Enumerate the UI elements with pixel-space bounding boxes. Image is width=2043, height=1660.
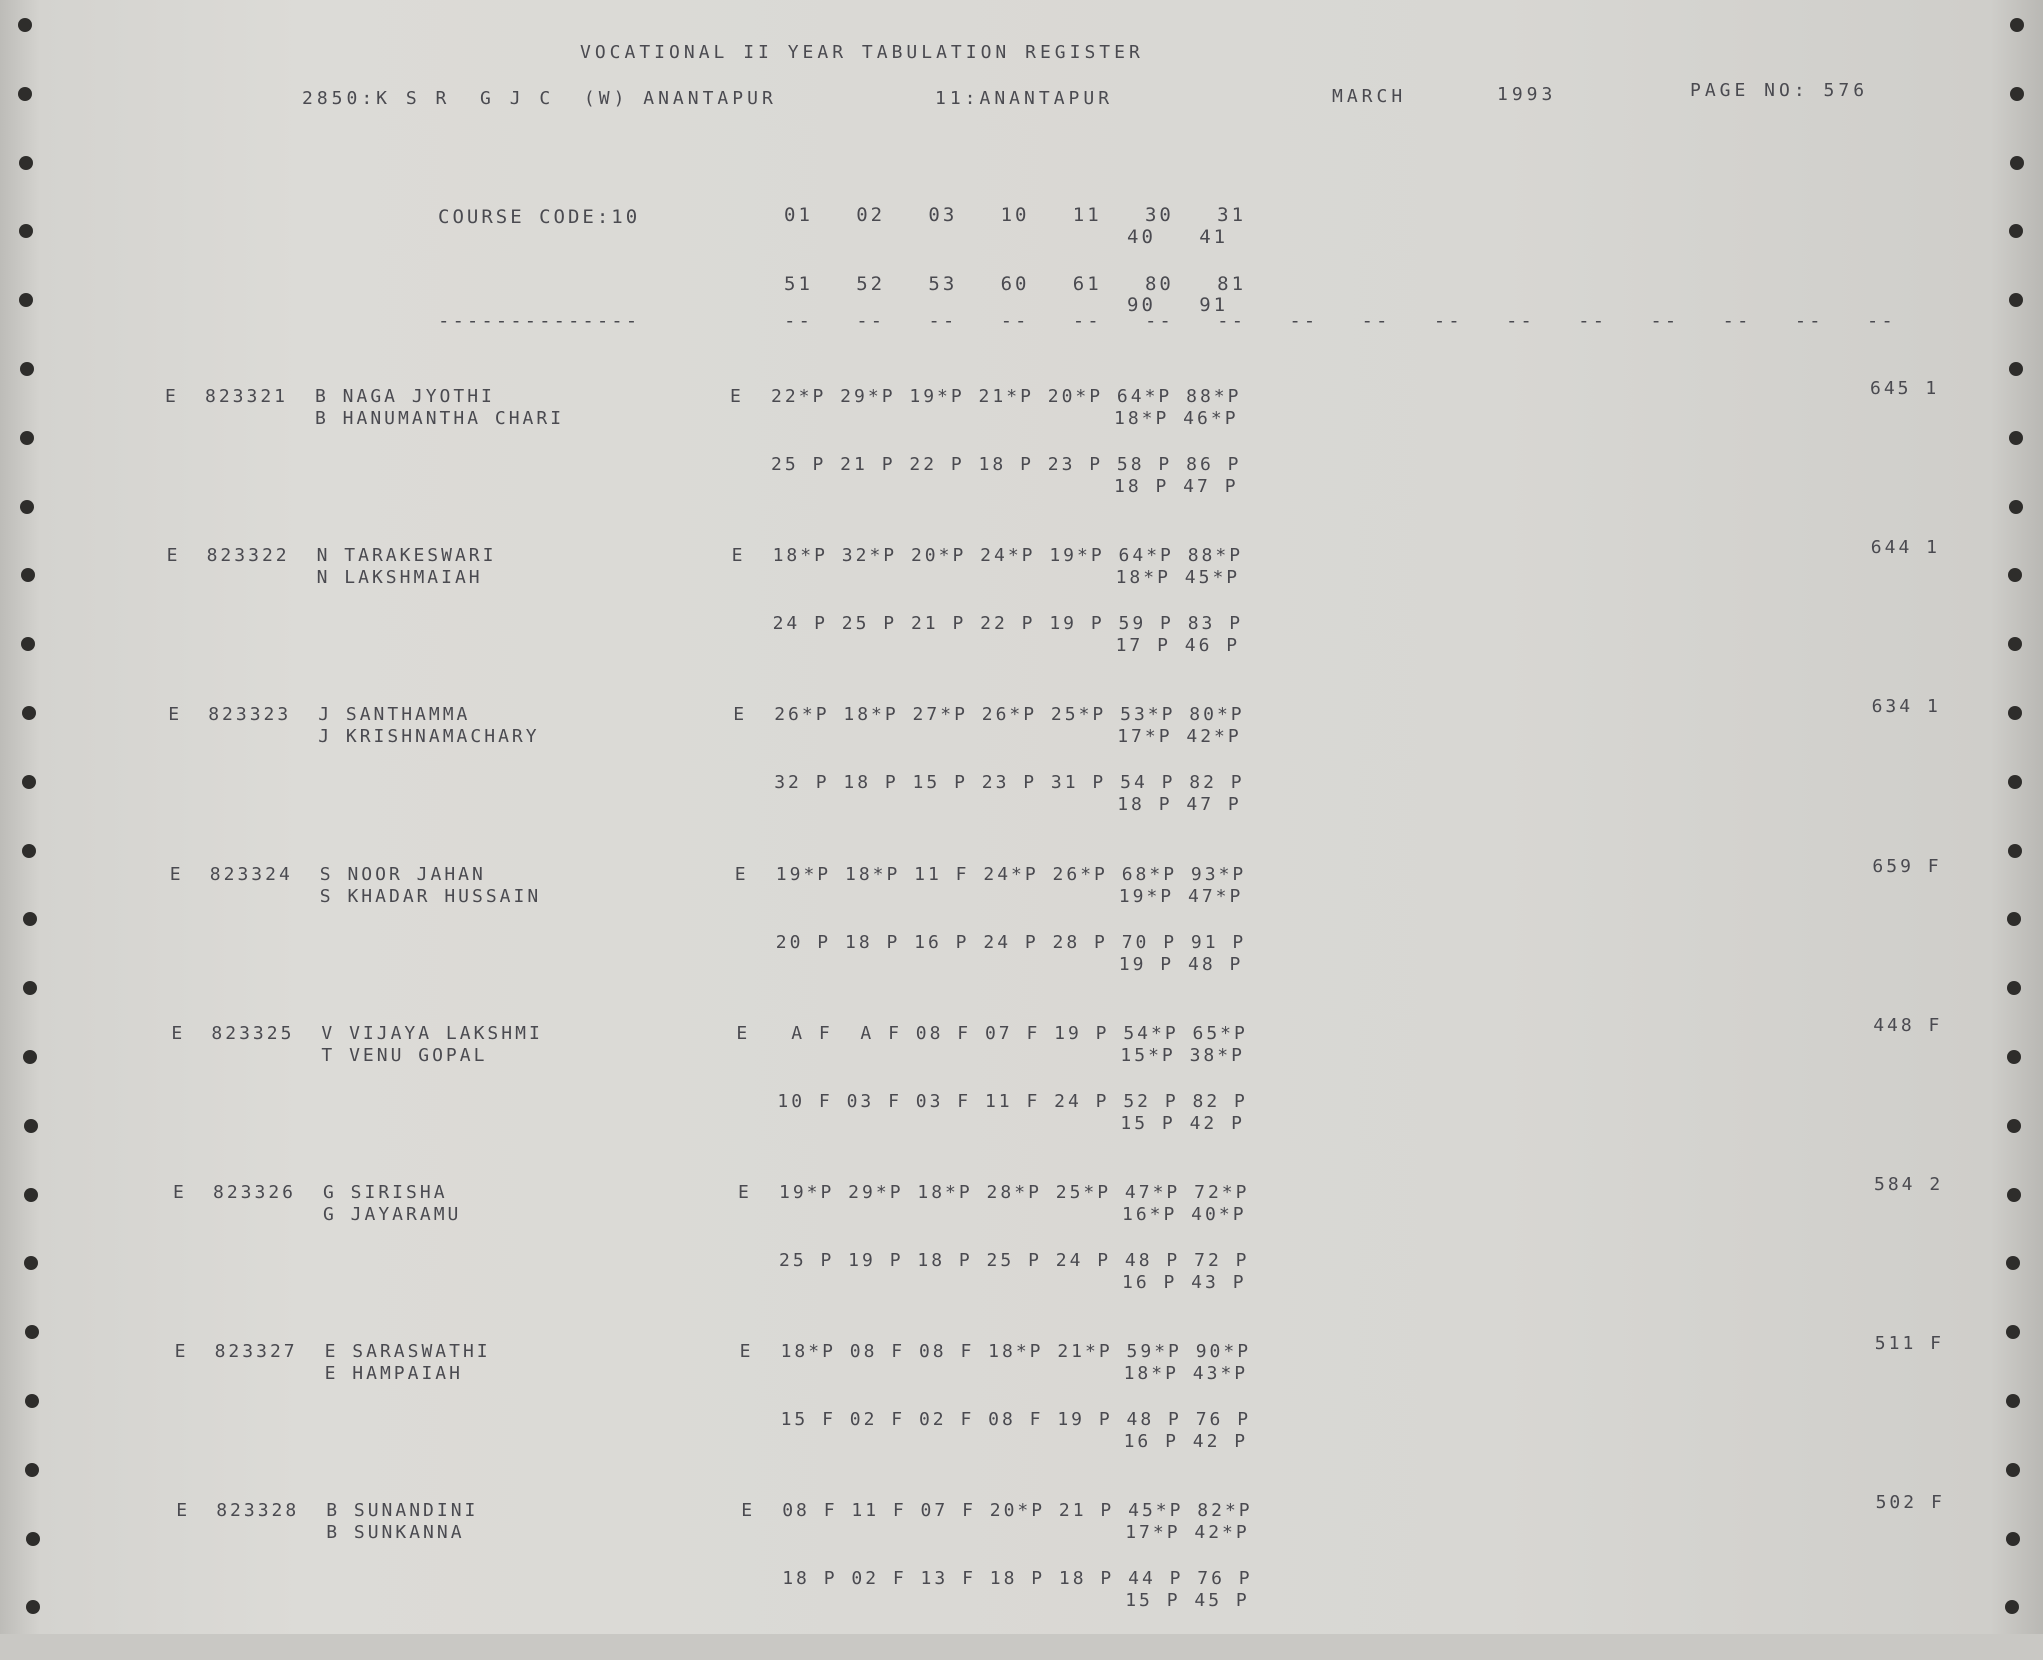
marks-row1: 18*P 08 F 08 F 18*P 21*P 59*P 90*P [780,1341,1252,1363]
student-name: E SARASWATHI [324,1341,491,1363]
marks-row2b: 19 P 48 P [1118,953,1244,975]
parent-name: E HAMPAIAH [324,1363,463,1385]
tractor-hole [2009,224,2023,238]
marks-flag: E [734,863,749,885]
record-type: E [174,1341,189,1363]
student-record [0,1174,2043,1342]
student-name: S NOOR JAHAN [319,863,486,885]
subject-codes-row2b: 90 91 [1127,294,1229,316]
marks-row1b: 17*P 42*P [1117,726,1242,748]
total-and-result: 502 F [1875,1492,1945,1514]
total-and-result: 511 F [1874,1333,1944,1355]
marks-row2: 25 P 21 P 22 P 18 P 23 P 58 P 86 P [771,454,1242,475]
marks-row1: 19*P 18*P 11 F 24*P 26*P 68*P 93*P [775,863,1247,885]
tractor-hole [19,293,33,307]
marks-flag: E [731,545,746,567]
marks-row1b: 18*P 43*P [1123,1363,1249,1385]
total-and-result: 448 F [1873,1014,1943,1036]
marks-row2: 25 P 19 P 18 P 25 P 24 P 48 P 72 P [779,1250,1250,1271]
total-and-result: 659 F [1872,855,1942,877]
parent-name: T VENU GOPAL [321,1044,488,1066]
tractor-hole [19,224,33,238]
marks-flag: E [736,1022,751,1044]
page-number: PAGE NO: 576 [1690,80,1869,101]
parent-name: N LAKSHMAIAH [316,567,483,589]
tractor-hole [2009,362,2023,376]
tractor-hole [19,156,33,170]
parent-name: S KHADAR HUSSAIN [319,885,542,907]
student-record [0,378,2043,546]
marks-row1: 22*P 29*P 19*P 21*P 20*P 64*P 88*P [771,386,1242,407]
hall-ticket-number: 823328 [216,1500,300,1522]
student-record [0,855,2043,1024]
subject-codes-row1: 01 02 03 10 11 30 31 [784,204,1247,226]
marks-flag: E [738,1182,752,1203]
marks-flag: E [733,704,748,726]
marks-row2: 24 P 25 P 21 P 22 P 19 P 59 P 83 P [772,613,1244,635]
marks-row1b: 18*P 46*P [1114,408,1239,429]
exam-year: 1993 [1497,84,1557,105]
tractor-hole [18,18,32,32]
record-type: E [173,1182,187,1203]
tractor-hole [2009,293,2023,307]
parent-name: B SUNKANNA [326,1522,465,1544]
tractor-hole [2010,156,2024,170]
marks-row1b: 17*P 42*P [1125,1522,1250,1544]
record-type: E [176,1500,191,1522]
marks-row2b: 16 P 42 P [1123,1431,1249,1453]
student-name: B NAGA JYOTHI [315,386,495,407]
marks-row2b: 17 P 46 P [1115,635,1241,657]
tractor-hole [18,87,32,101]
marks-row2: 15 F 02 F 02 F 08 F 19 P 48 P 76 P [780,1409,1252,1431]
parent-name: B HANUMANTHA CHARI [315,408,565,429]
total-and-result: 634 1 [1871,696,1941,718]
parent-name: G JAYARAMU [323,1204,462,1225]
subject-codes-row1b: 40 41 [1127,226,1229,248]
marks-flag: E [730,386,744,407]
record-type: E [166,545,181,567]
subject-codes-row2: 51 52 53 60 61 80 81 [784,273,1247,295]
hall-ticket-number: 823322 [206,545,290,567]
course-code: COURSE CODE:10 [438,206,641,228]
marks-row2b: 15 P 45 P [1125,1590,1250,1612]
marks-row2: 18 P 02 F 13 F 18 P 18 P 44 P 76 P [782,1568,1253,1590]
record-type: E [165,386,179,407]
student-name: B SUNANDINI [326,1500,479,1522]
college-name: 2850:K S R G J C (W) ANANTAPUR [302,88,777,109]
parent-name: J KRISHNAMACHARY [318,726,540,748]
student-name: G SIRISHA [323,1182,448,1203]
hall-ticket-number: 823325 [211,1022,295,1044]
hall-ticket-number: 823321 [205,386,289,407]
marks-row1: 26*P 18*P 27*P 26*P 25*P 53*P 80*P [774,704,1245,726]
course-underline: -------------- [438,310,641,332]
marks-row2: 10 F 03 F 03 F 11 F 24 P 52 P 82 P [777,1090,1248,1112]
student-name: N TARAKESWARI [316,545,497,567]
student-record [0,1333,2043,1501]
total-and-result: 645 1 [1870,378,1940,399]
record-type: E [168,704,183,726]
hall-ticket-number: 823326 [213,1182,297,1203]
marks-row1: 18*P 32*P 20*P 24*P 19*P 64*P 88*P [772,545,1244,567]
tractor-hole [2010,87,2024,101]
marks-row2b: 15 P 42 P [1120,1112,1245,1134]
marks-flag: E [741,1500,756,1522]
marks-row1b: 15*P 38*P [1120,1044,1245,1066]
student-record [0,537,2043,705]
marks-row2: 20 P 18 P 16 P 24 P 28 P 70 P 91 P [775,931,1247,953]
student-name: J SANTHAMMA [318,704,471,726]
marks-flag: E [739,1341,754,1363]
tractor-hole [20,362,34,376]
marks-row1b: 18*P 45*P [1115,567,1241,589]
marks-row2b: 18 P 47 P [1117,794,1242,816]
hall-ticket-number: 823327 [214,1341,298,1363]
total-and-result: 584 2 [1874,1174,1944,1195]
district-name: 11:ANANTAPUR [935,88,1114,109]
hall-ticket-number: 823324 [209,863,293,885]
total-and-result: 644 1 [1870,537,1940,559]
register-title: VOCATIONAL II YEAR TABULATION REGISTER [580,42,1144,63]
tractor-hole [2010,18,2024,32]
marks-row1: 19*P 29*P 18*P 28*P 25*P 47*P 72*P [779,1182,1250,1203]
marks-row2: 32 P 18 P 15 P 23 P 31 P 54 P 82 P [774,772,1245,794]
marks-row1: A F A F 08 F 07 F 19 P 54*P 65*P [777,1022,1248,1044]
marks-row1b: 19*P 47*P [1118,885,1244,907]
record-type: E [171,1022,186,1044]
hall-ticket-number: 823323 [208,704,292,726]
student-record [0,696,2043,864]
marks-row1: 08 F 11 F 07 F 20*P 21 P 45*P 82*P [782,1500,1253,1522]
exam-month: MARCH [1332,86,1407,107]
record-type: E [169,863,184,885]
student-name: V VIJAYA LAKSHMI [321,1022,543,1044]
column-separator: -- -- -- -- -- -- -- -- -- -- -- -- -- -- -- -- [784,310,1896,332]
marks-row2b: 16 P 43 P [1122,1272,1247,1293]
marks-row1b: 16*P 40*P [1122,1204,1247,1225]
marks-row2b: 18 P 47 P [1114,476,1239,497]
student-record [0,1492,2043,1660]
student-record [0,1014,2043,1183]
